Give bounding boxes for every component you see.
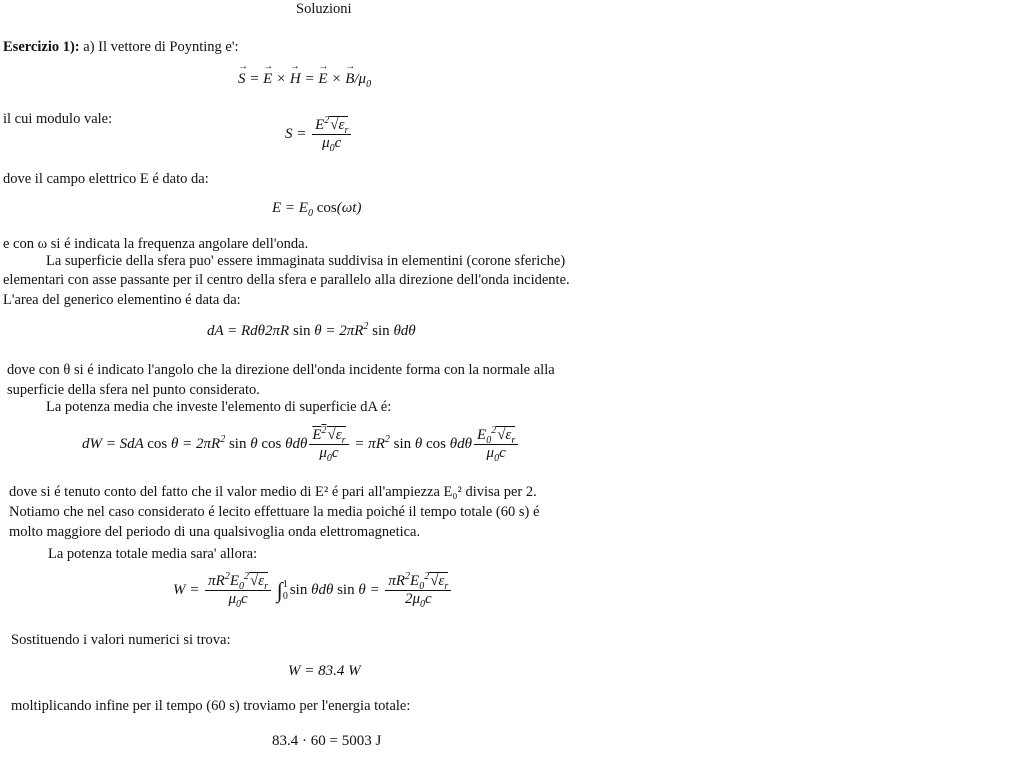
text-theta-2: superficie della sfera nel punto considerato. [7,382,260,398]
equation-area-element: dA = Rdθ2πR $\sin \theta = 2\pi R^2$ sin θdθ [207,321,416,339]
text-modulo: il cui modulo vale: [3,111,113,127]
text-superficie-1: La superficie della sfera puo' essere immaginata suddivisa in elementini (corone sferiche) [46,253,566,269]
exercise-label: Esercizio 1): [3,39,80,55]
text-omega: e con ω si é indicata la frequenza angolare dell'onda. [3,236,309,252]
text-totale: La potenza totale media sara' allora: [48,546,258,562]
equation-power-value: W = 83.4 W [288,663,361,679]
text-moltiplicando: moltiplicando infine per il tempo (60 s) troviamo per l'energia totale: [11,698,411,714]
text-campo: dove il campo elettrico E é dato da: [3,171,209,187]
text-theta-1: dove con θ si é indicato l'angolo che la direzione dell'onda incidente forma con la normale alla [7,362,555,378]
text-medio-2: Notiamo che nel caso considerato é lecito effettuare la media poiché il tempo totale (60 s) é [9,504,540,520]
exercise-heading [3,40,239,55]
equation-poynting-vector: → S = → E × → H = → E × → $B/\mu_0$ [238,72,371,87]
text-medio-3: molto maggiore del periodo di una qualsivoglia onda elettromagnetica. [9,524,421,540]
equation-poynting-modulus: S = $\frac{E^2√\varepsilon_r}{\mu_0c}$ [285,118,353,151]
text-superficie-3: L'area del generico elementino é data da: [3,292,241,308]
text-medio-1: dove si é tenuto conto del fatto che il valor medio di E² é pari all'ampiezza E₀² divisa per 2. [9,484,537,500]
equation-total-power: W = $\frac{\pi R^2E_0^2√\varepsilon_r}{\mu_0c}$ ∫1 0 sin θdθ sin θ = $\frac{\pi R^2E_0^2√\varepsilon_r}{2\mu_0c}$ [173,574,453,607]
text-superficie-2: elementari con asse passante per il centro della sfera e parallelo alla direzione dell'onda incidente. [3,272,570,288]
equation-power-element: dW = SdA $\cos \theta = 2\pi R^2$ sin θ cos θdθ $\frac{E^2√\varepsilon_r}{\mu_0c}$ = $\pi R^2$ sin θ cos θdθ $\frac{E_0^2√\varepsilon_r}{\mu_0c}$ [82,428,520,461]
page-title: Soluzioni [296,1,352,17]
text-sostituendo: Sostituendo i valori numerici si trova: [11,632,231,648]
text-potenza-1: La potenza media che investe l'elemento di superficie dA é: [46,399,392,415]
equation-energy: 83.4 · 60 = 5003 J [272,733,382,749]
exercise-part: a) Il vettore di Poynting e': [83,39,239,55]
equation-electric-field: $E = E_0$ cos(ωt) [272,200,362,219]
